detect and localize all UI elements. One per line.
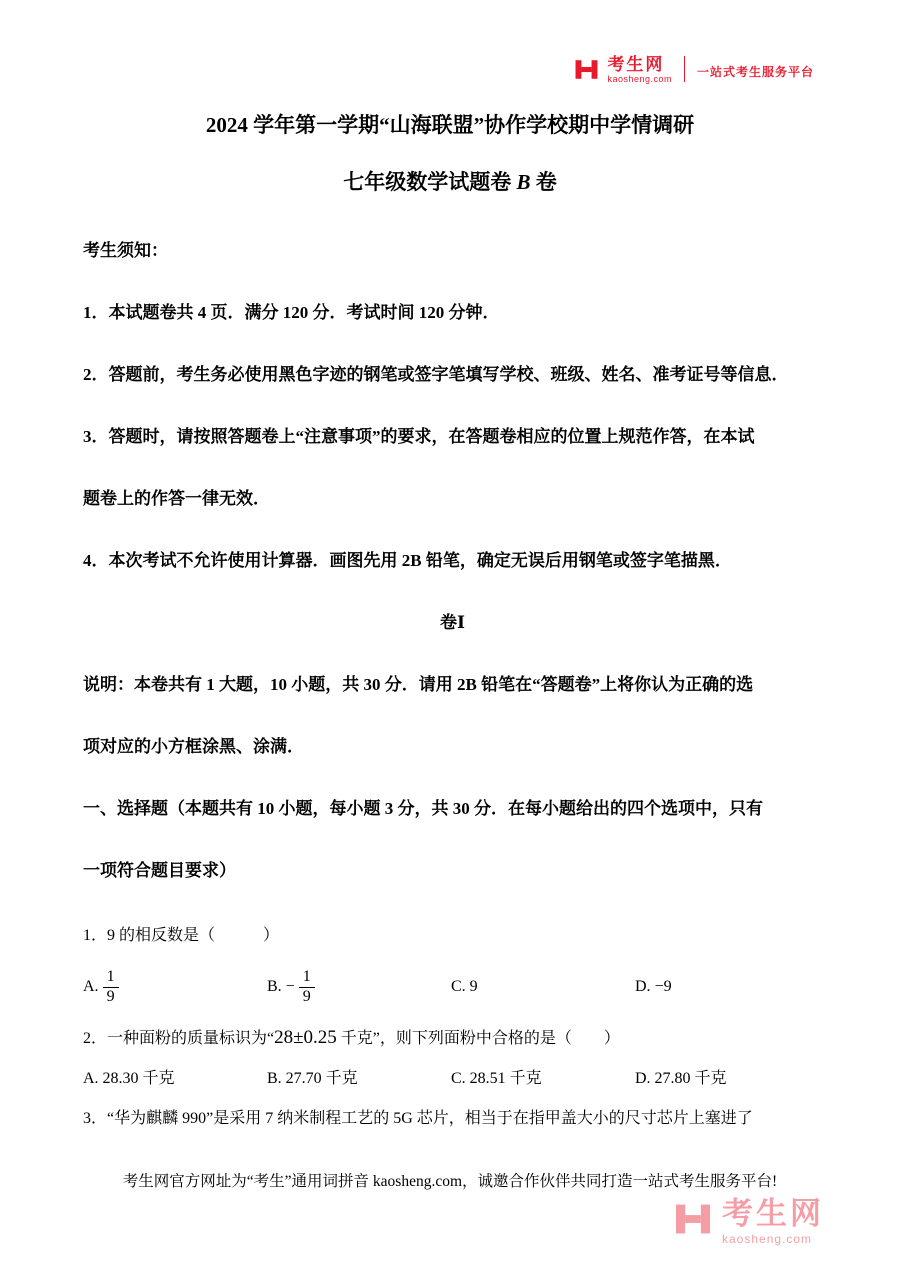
q1-option-b-label: B. xyxy=(267,978,282,995)
brand-name: 考生网 xyxy=(607,55,665,74)
subtitle-pre: 七年级数学试题卷 xyxy=(343,170,517,194)
watermark-domain: kaosheng.com xyxy=(722,1232,813,1246)
watermark-name: 考生网 xyxy=(722,1196,824,1231)
notice-line-3-cont: 题卷上的作答一律无效． xyxy=(83,489,270,508)
kaosheng-logo-icon xyxy=(573,56,600,83)
q1-option-c-value: 9 xyxy=(469,978,478,995)
volume-instruction-1: 说明：本卷共有 1 大题，10 小题，共 30 分．请用 2B 铅笔在“答题卷”上将你认为正确的选 xyxy=(83,675,754,694)
fraction-numerator: 1 xyxy=(103,968,119,987)
choice-section-heading-1: 一、选择题（本题共有 10 小题，每小题 3 分，共 30 分．在每小题给出的四个选项中，只有 xyxy=(83,799,763,818)
brand-tagline: 一站式考生服务平台 xyxy=(696,65,814,79)
q1-option-d-value: −9 xyxy=(654,978,672,995)
fraction xyxy=(299,968,315,1006)
fraction xyxy=(103,968,119,1006)
document-body xyxy=(83,220,822,902)
notice-line-3: 3．答题时，请按照答题卷上“注意事项”的要求，在答题卷相应的位置上规范作答，在本试 xyxy=(83,427,755,446)
volume-title: 卷Ⅰ xyxy=(440,613,465,632)
notice-heading: 考生须知： xyxy=(83,241,168,260)
q2-option-a: A. 28.30 千克 xyxy=(83,1070,175,1087)
q1-option-c-label: C. xyxy=(451,978,466,995)
q1-option-c xyxy=(451,967,635,1007)
question-2-text xyxy=(83,1018,822,1059)
notice-line-1: 1．本试题卷共 4 页．满分 120 分．考试时间 120 分钟． xyxy=(83,303,500,322)
notice-line-4: 4．本次考试不允许使用计算器．画图先用 2B 铅笔，确定无误后用钢笔或签字笔描黑． xyxy=(83,551,732,570)
q1-option-b xyxy=(267,967,451,1007)
exam-subtitle xyxy=(0,169,900,196)
fraction-denominator: 9 xyxy=(302,987,311,1005)
brand-text xyxy=(607,56,672,84)
questions-section xyxy=(83,916,822,1139)
q2-math-expression: 28±0.25 xyxy=(274,1027,337,1048)
q2-option-c: C. 28.51 千克 xyxy=(451,1070,542,1087)
q2-option-b: B. 27.70 千克 xyxy=(267,1070,358,1087)
q2-text-pre: 2．一种面粉的质量标识为“ xyxy=(83,1030,275,1047)
watermark-logo xyxy=(672,1198,824,1245)
fraction-denominator: 9 xyxy=(106,987,115,1005)
q1-option-d xyxy=(635,967,819,1007)
notice-line-2: 2．答题前，考生务必使用黑色字迹的钢笔或签字笔填写学校、班级、姓名、准考证号等信息． xyxy=(83,365,789,384)
subtitle-post: 卷 xyxy=(530,170,557,194)
subtitle-volume-letter: B xyxy=(516,170,531,194)
brand-separator xyxy=(684,56,685,82)
q2-option-d: D. 27.80 千克 xyxy=(635,1070,727,1087)
q2-text-post: 千克”，则下列面粉中合格的是（ ） xyxy=(336,1030,620,1047)
q1-option-a-label: A. xyxy=(83,978,99,995)
question-1-text: 1．9 的相反数是（ ） xyxy=(83,927,280,944)
question-3-text: 3．“华为麒麟 990”是采用 7 纳米制程工艺的 5G 芯片，相当于在指甲盖大小的尺寸芯片上塞进了 xyxy=(83,1110,753,1127)
minus-sign: − xyxy=(285,978,295,995)
kaosheng-watermark-icon xyxy=(672,1198,714,1240)
site-logo xyxy=(573,56,814,84)
q1-option-a xyxy=(83,967,267,1007)
brand-domain: kaosheng.com xyxy=(607,74,672,84)
q1-option-d-label: D. xyxy=(635,978,651,995)
watermark-text xyxy=(722,1198,824,1245)
question-2-options xyxy=(83,1059,822,1099)
choice-section-heading-2: 一项符合题目要求） xyxy=(83,861,236,880)
exam-title: 2024 学年第一学期“山海联盟”协作学校期中学情调研 xyxy=(205,113,695,137)
footer-text: 考生网官方网址为“考生”通用词拼音 kaosheng.com，诚邀合作伙伴共同打造一站式考生服务平台! xyxy=(122,1173,778,1190)
volume-instruction-2: 项对应的小方框涂黑、涂满． xyxy=(83,737,304,756)
question-1-options xyxy=(83,956,822,1018)
fraction-numerator: 1 xyxy=(299,968,315,987)
